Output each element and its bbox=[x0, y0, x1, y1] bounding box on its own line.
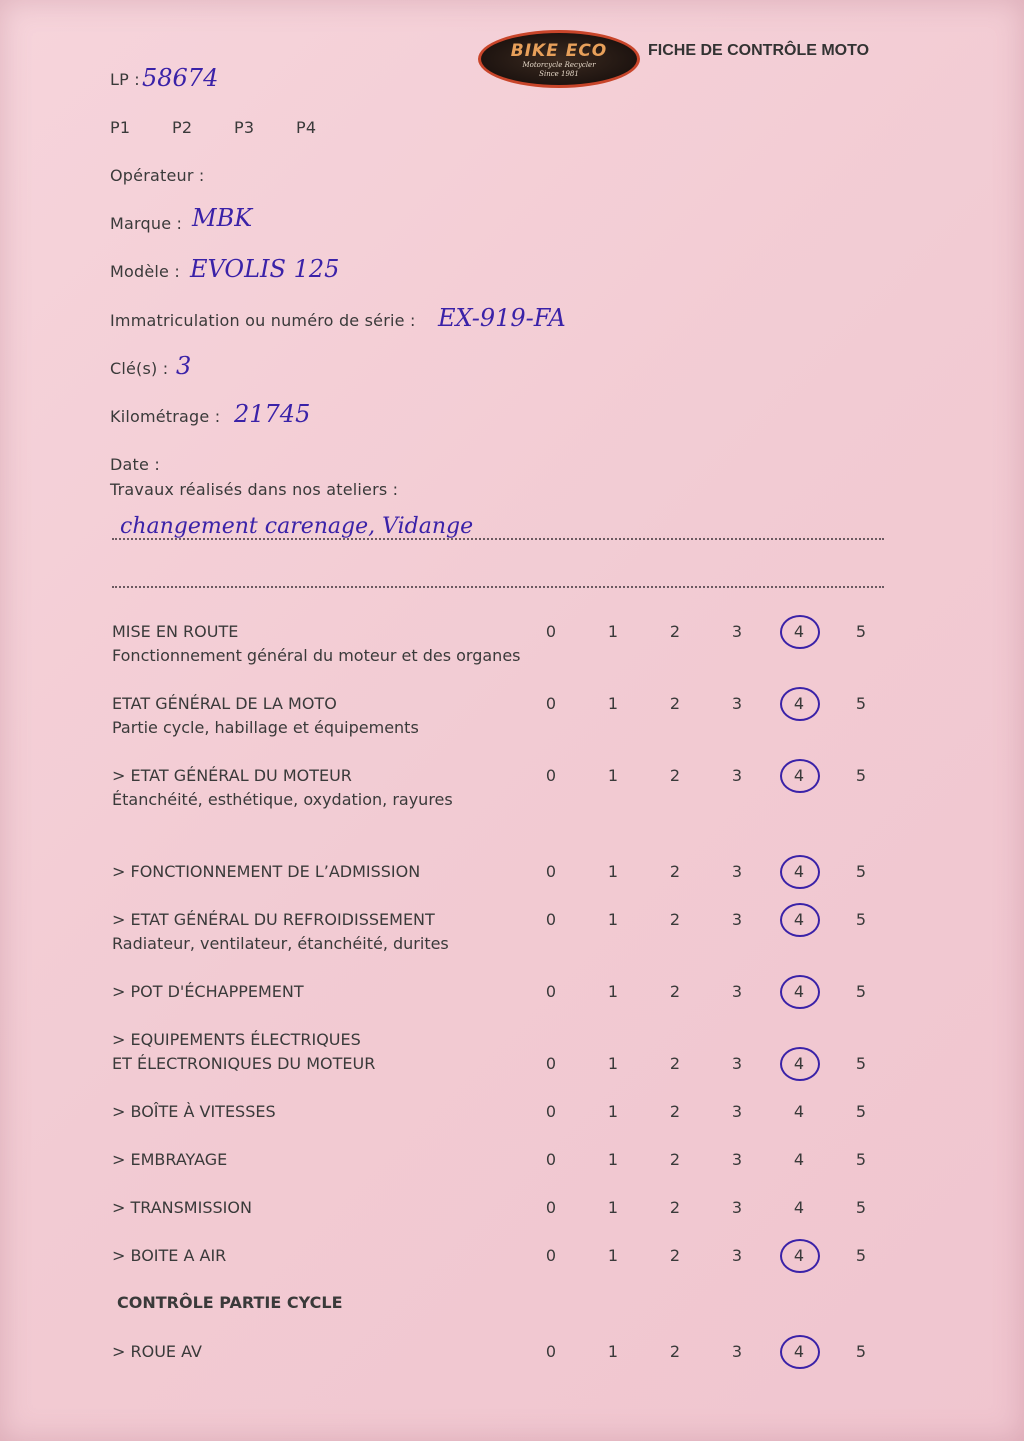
selected-score-circle bbox=[780, 975, 820, 1009]
score-option-5[interactable]: 5 bbox=[855, 1198, 867, 1217]
score-option-0[interactable]: 0 bbox=[545, 862, 557, 881]
score-option-1[interactable]: 1 bbox=[607, 622, 619, 641]
score-option-4[interactable]: 4 bbox=[793, 982, 805, 1001]
travaux-line-1 bbox=[112, 538, 884, 540]
score-option-4[interactable]: 4 bbox=[793, 862, 805, 881]
score-option-2[interactable]: 2 bbox=[669, 694, 681, 713]
logo-tagline: Motorcycle Recycler bbox=[522, 61, 596, 69]
score-option-4[interactable]: 4 bbox=[793, 1102, 805, 1121]
criterion-label: > ETAT GÉNÉRAL DU MOTEUR bbox=[112, 766, 352, 785]
score-option-5[interactable]: 5 bbox=[855, 622, 867, 641]
cles-label: Clé(s) : bbox=[110, 359, 169, 378]
score-option-0[interactable]: 0 bbox=[545, 766, 557, 785]
score-option-0[interactable]: 0 bbox=[545, 1150, 557, 1169]
selected-score-circle bbox=[780, 687, 820, 721]
score-option-1[interactable]: 1 bbox=[607, 1102, 619, 1121]
score-option-5[interactable]: 5 bbox=[855, 1150, 867, 1169]
score-option-3[interactable]: 3 bbox=[731, 1150, 743, 1169]
score-option-1[interactable]: 1 bbox=[607, 910, 619, 929]
score-option-3[interactable]: 3 bbox=[731, 1246, 743, 1265]
criterion-label: > FONCTIONNEMENT DE L’ADMISSION bbox=[112, 862, 421, 881]
score-option-0[interactable]: 0 bbox=[545, 1102, 557, 1121]
criterion-sublabel: Fonctionnement général du moteur et des organes bbox=[112, 646, 521, 665]
criterion-label: > POT D'ÉCHAPPEMENT bbox=[112, 982, 304, 1001]
page-title: FICHE DE CONTRÔLE MOTO bbox=[648, 42, 870, 59]
score-option-2[interactable]: 2 bbox=[669, 1150, 681, 1169]
p-option-3[interactable]: P3 bbox=[234, 118, 255, 137]
score-option-4[interactable]: 4 bbox=[793, 694, 805, 713]
criterion-sublabel: Partie cycle, habillage et équipements bbox=[112, 718, 419, 737]
score-option-3[interactable]: 3 bbox=[731, 1198, 743, 1217]
score-option-4[interactable]: 4 bbox=[793, 1198, 805, 1217]
score-option-3[interactable]: 3 bbox=[731, 1054, 743, 1073]
score-option-0[interactable]: 0 bbox=[545, 982, 557, 1001]
score-option-1[interactable]: 1 bbox=[607, 1198, 619, 1217]
score-option-5[interactable]: 5 bbox=[855, 766, 867, 785]
score-option-5[interactable]: 5 bbox=[855, 1054, 867, 1073]
score-option-4[interactable]: 4 bbox=[793, 1054, 805, 1073]
criterion-label: > ETAT GÉNÉRAL DU REFROIDISSEMENT bbox=[112, 910, 435, 929]
score-option-2[interactable]: 2 bbox=[669, 766, 681, 785]
score-option-1[interactable]: 1 bbox=[607, 1150, 619, 1169]
travaux-value[interactable]: changement carenage, Vidange bbox=[120, 514, 474, 539]
modele-label: Modèle : bbox=[110, 262, 180, 281]
score-option-3[interactable]: 3 bbox=[731, 766, 743, 785]
score-option-3[interactable]: 3 bbox=[731, 910, 743, 929]
score-option-4[interactable]: 4 bbox=[793, 622, 805, 641]
score-option-3[interactable]: 3 bbox=[731, 1342, 743, 1361]
immat-value[interactable]: EX-919-FA bbox=[438, 304, 566, 332]
score-option-0[interactable]: 0 bbox=[545, 694, 557, 713]
score-option-1[interactable]: 1 bbox=[607, 1054, 619, 1073]
cles-value[interactable]: 3 bbox=[176, 352, 192, 380]
score-option-2[interactable]: 2 bbox=[669, 982, 681, 1001]
score-option-0[interactable]: 0 bbox=[545, 1054, 557, 1073]
score-option-2[interactable]: 2 bbox=[669, 1342, 681, 1361]
score-option-0[interactable]: 0 bbox=[545, 1342, 557, 1361]
score-option-3[interactable]: 3 bbox=[731, 694, 743, 713]
p-option-1[interactable]: P1 bbox=[110, 118, 131, 137]
score-option-3[interactable]: 3 bbox=[731, 622, 743, 641]
score-option-2[interactable]: 2 bbox=[669, 1054, 681, 1073]
selected-score-circle bbox=[780, 1335, 820, 1369]
score-option-4[interactable]: 4 bbox=[793, 1342, 805, 1361]
score-option-5[interactable]: 5 bbox=[855, 1246, 867, 1265]
score-option-2[interactable]: 2 bbox=[669, 622, 681, 641]
score-option-0[interactable]: 0 bbox=[545, 1246, 557, 1265]
criterion-label: > EMBRAYAGE bbox=[112, 1150, 228, 1169]
section-title: CONTRÔLE PARTIE CYCLE bbox=[117, 1293, 343, 1312]
score-option-3[interactable]: 3 bbox=[731, 982, 743, 1001]
score-option-4[interactable]: 4 bbox=[793, 1246, 805, 1265]
operateur-label: Opérateur : bbox=[110, 166, 205, 185]
score-option-1[interactable]: 1 bbox=[607, 982, 619, 1001]
score-option-1[interactable]: 1 bbox=[607, 694, 619, 713]
score-option-5[interactable]: 5 bbox=[855, 862, 867, 881]
criterion-label: MISE EN ROUTE bbox=[112, 622, 239, 641]
criterion-label: ETAT GÉNÉRAL DE LA MOTO bbox=[112, 694, 337, 713]
criterion-sublabel: Radiateur, ventilateur, étanchéité, durites bbox=[112, 934, 449, 953]
selected-score-circle bbox=[780, 1047, 820, 1081]
score-option-5[interactable]: 5 bbox=[855, 910, 867, 929]
score-option-5[interactable]: 5 bbox=[855, 1342, 867, 1361]
marque-label: Marque : bbox=[110, 214, 183, 233]
p-option-2[interactable]: P2 bbox=[172, 118, 193, 137]
km-value[interactable]: 21745 bbox=[234, 400, 311, 428]
bike-eco-logo bbox=[478, 30, 640, 88]
selected-score-circle bbox=[780, 759, 820, 793]
selected-score-circle bbox=[780, 615, 820, 649]
score-option-2[interactable]: 2 bbox=[669, 1246, 681, 1265]
criterion-label: > EQUIPEMENTS ÉLECTRIQUES bbox=[112, 1030, 361, 1049]
selected-score-circle bbox=[780, 855, 820, 889]
score-option-0[interactable]: 0 bbox=[545, 622, 557, 641]
score-option-5[interactable]: 5 bbox=[855, 694, 867, 713]
criterion-label: > BOITE A AIR bbox=[112, 1246, 227, 1265]
modele-value[interactable]: EVOLIS 125 bbox=[190, 255, 340, 283]
score-option-1[interactable]: 1 bbox=[607, 1246, 619, 1265]
score-option-5[interactable]: 5 bbox=[855, 1102, 867, 1121]
score-option-1[interactable]: 1 bbox=[607, 862, 619, 881]
score-option-3[interactable]: 3 bbox=[731, 1102, 743, 1121]
score-option-2[interactable]: 2 bbox=[669, 1198, 681, 1217]
criterion-label: > BOÎTE À VITESSES bbox=[112, 1102, 276, 1121]
score-option-4[interactable]: 4 bbox=[793, 766, 805, 785]
score-option-2[interactable]: 2 bbox=[669, 862, 681, 881]
score-option-0[interactable]: 0 bbox=[545, 1198, 557, 1217]
logo-name: BIKE ECO bbox=[510, 41, 608, 61]
date-label: Date : bbox=[110, 455, 160, 474]
score-option-5[interactable]: 5 bbox=[855, 982, 867, 1001]
score-option-2[interactable]: 2 bbox=[669, 910, 681, 929]
criterion-sublabel: Étanchéité, esthétique, oxydation, rayures bbox=[112, 790, 453, 809]
criterion-label: > ROUE AV bbox=[112, 1342, 202, 1361]
travaux-line-2 bbox=[112, 586, 884, 588]
lp-label: LP : bbox=[110, 70, 140, 89]
score-option-1[interactable]: 1 bbox=[607, 1342, 619, 1361]
score-option-0[interactable]: 0 bbox=[545, 910, 557, 929]
score-option-3[interactable]: 3 bbox=[731, 862, 743, 881]
logo-since: Since 1981 bbox=[539, 70, 579, 78]
immat-label: Immatriculation ou numéro de série : bbox=[110, 311, 416, 330]
selected-score-circle bbox=[780, 1239, 820, 1273]
criterion-label: > TRANSMISSION bbox=[112, 1198, 252, 1217]
score-option-2[interactable]: 2 bbox=[669, 1102, 681, 1121]
km-label: Kilométrage : bbox=[110, 407, 221, 426]
p-option-4[interactable]: P4 bbox=[296, 118, 317, 137]
lp-value[interactable]: 58674 bbox=[142, 64, 219, 92]
travaux-label: Travaux réalisés dans nos ateliers : bbox=[110, 480, 399, 499]
criterion-sublabel: ET ÉLECTRONIQUES DU MOTEUR bbox=[112, 1054, 376, 1073]
score-option-1[interactable]: 1 bbox=[607, 766, 619, 785]
selected-score-circle bbox=[780, 903, 820, 937]
marque-value[interactable]: MBK bbox=[192, 204, 253, 232]
score-option-4[interactable]: 4 bbox=[793, 1150, 805, 1169]
score-option-4[interactable]: 4 bbox=[793, 910, 805, 929]
